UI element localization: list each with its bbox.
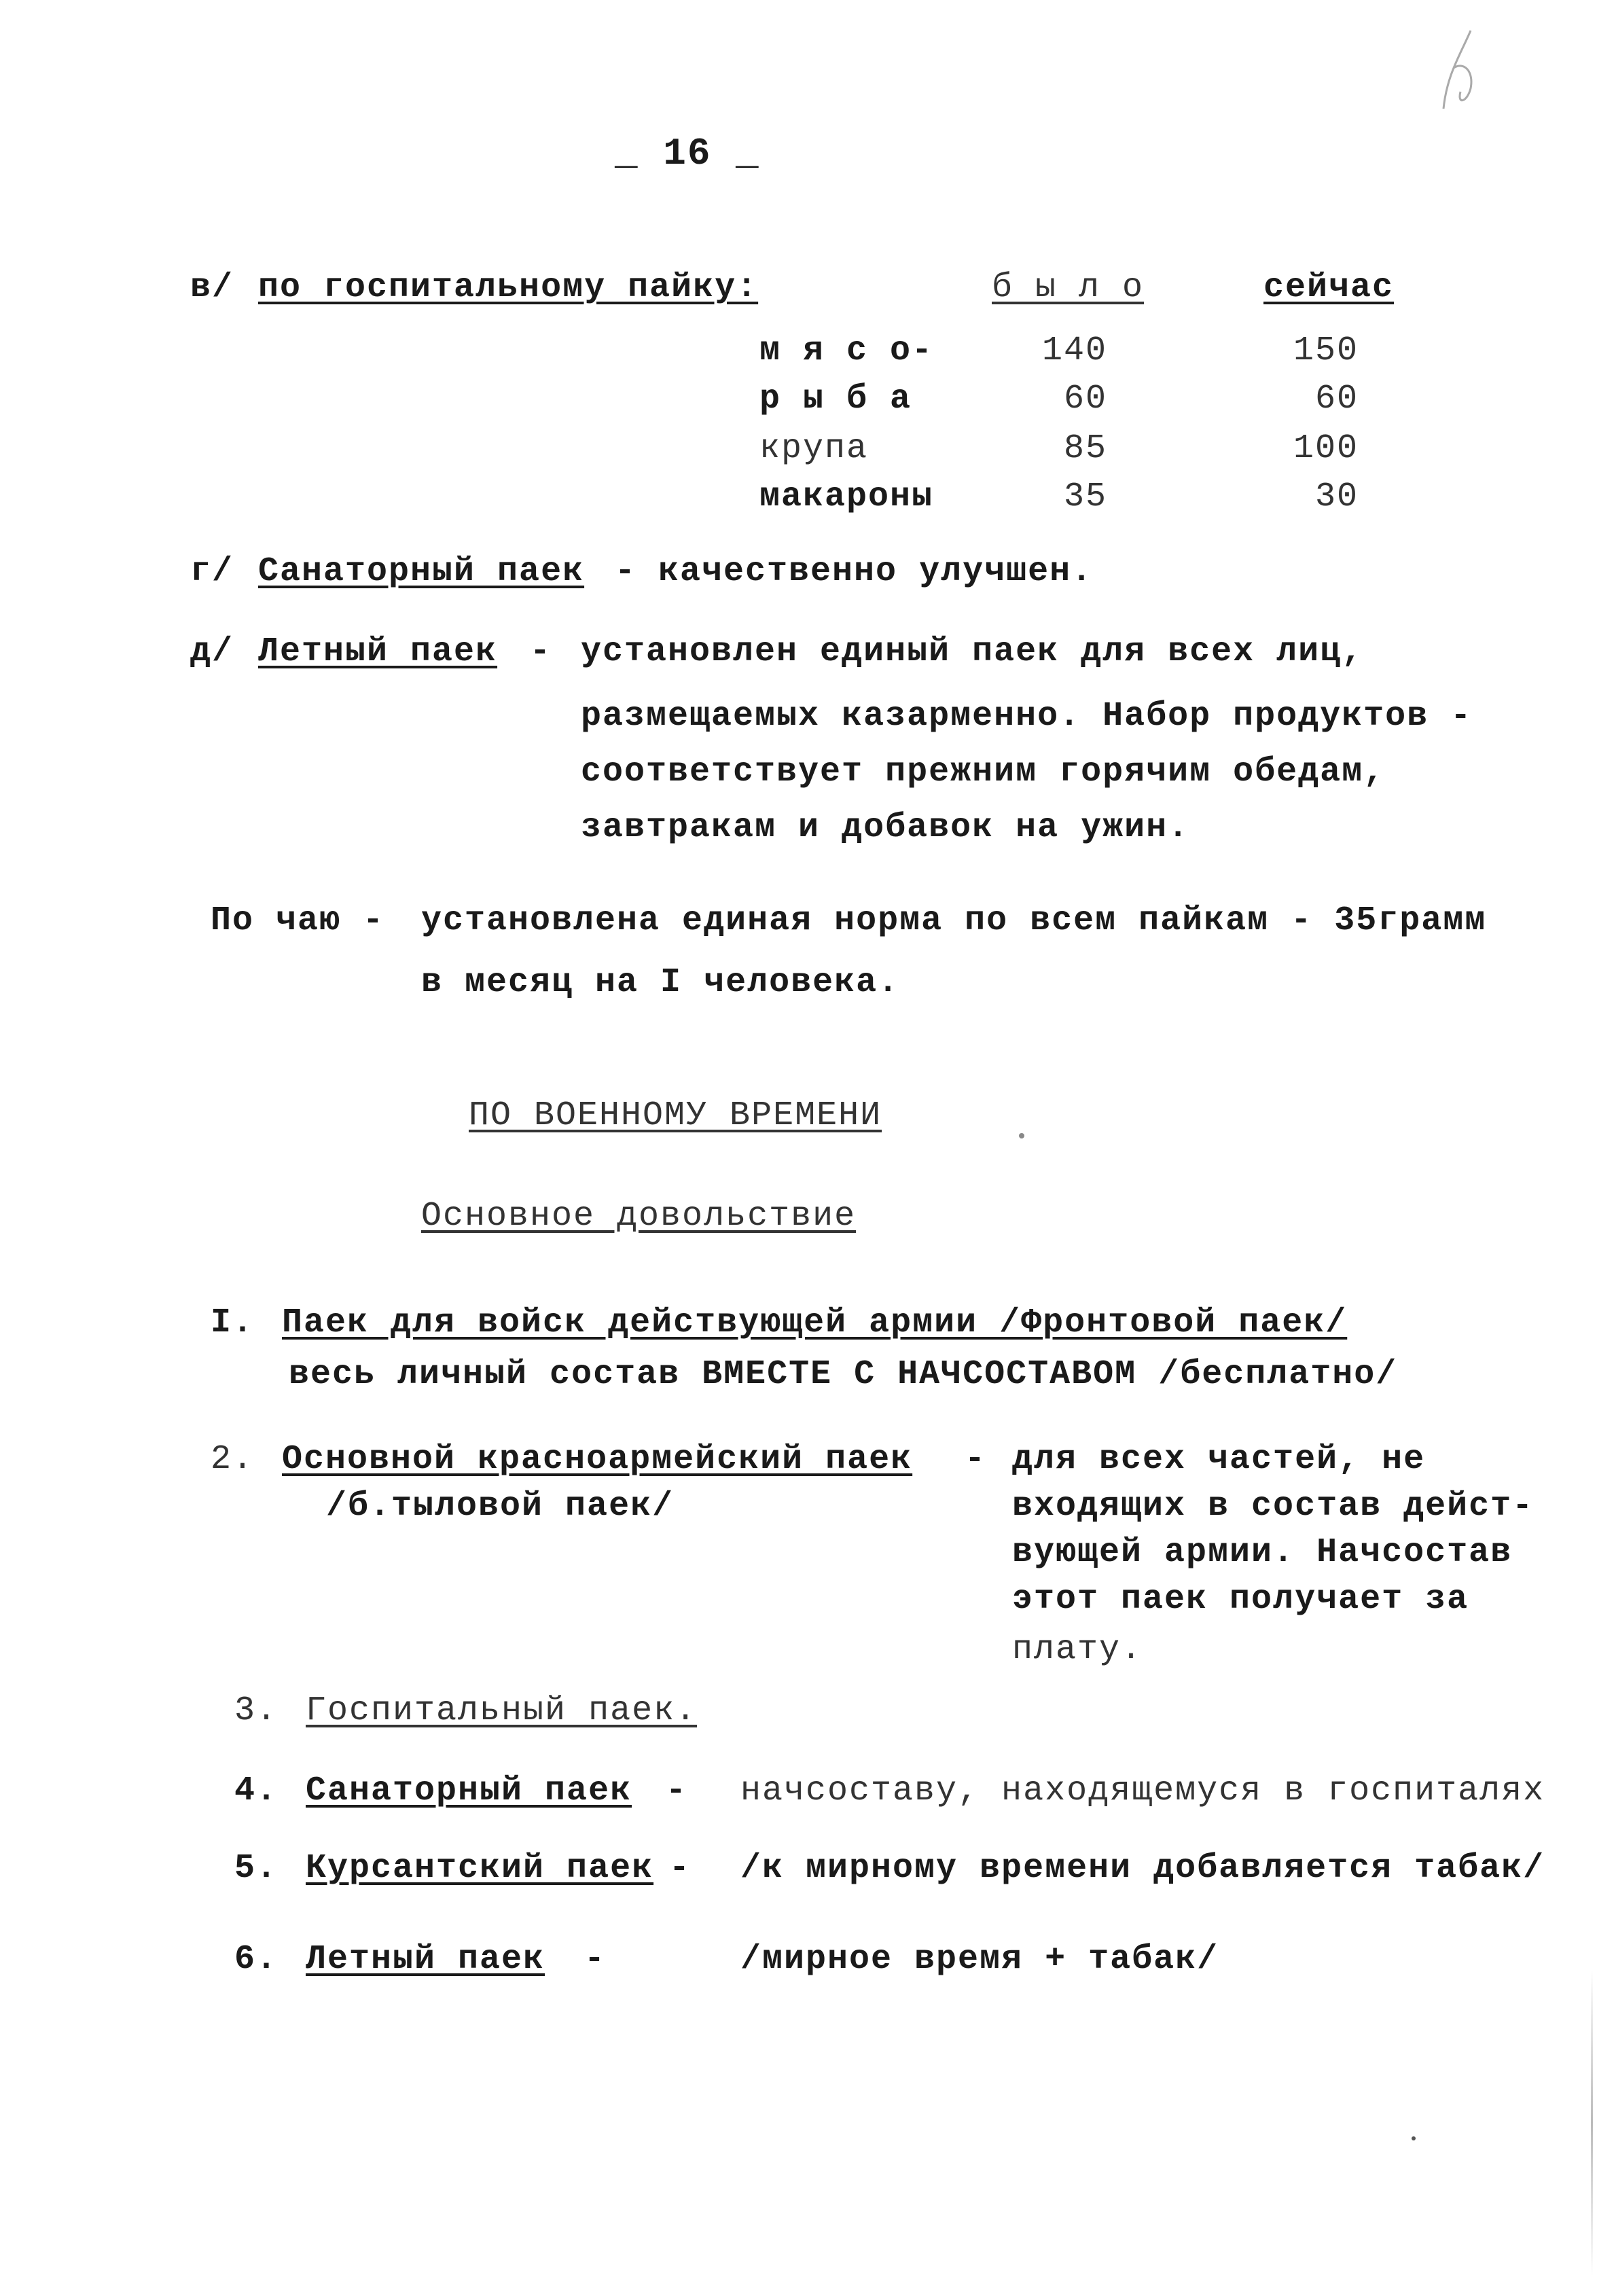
item-desc: /к мирному времени добавляется табак/: [740, 1849, 1545, 1888]
section-label-d: д/: [190, 632, 234, 671]
item-desc: весь личный состав ВМЕСТЕ С НАЧСОСТАВОМ /бесплатно/: [289, 1355, 1398, 1394]
tea-label: По чаю -: [211, 901, 385, 940]
item-title: Курсантский паек: [306, 1849, 654, 1888]
item-desc: /мирное время + табак/: [740, 1940, 1219, 1979]
was-cell: 35: [1063, 478, 1107, 516]
hospital-ration-title: по госпитальному пайку:: [258, 268, 759, 307]
item-dash: -: [669, 1849, 692, 1888]
handwritten-mark: [1433, 27, 1488, 122]
page-number: _ 16 _: [615, 132, 760, 175]
scan-edge: [1591, 1970, 1593, 2276]
tea-line-1: установлена единая норма по всем пайкам - 35грамм: [421, 901, 1487, 940]
item-cell: макароны: [759, 478, 934, 516]
item-number: I.: [211, 1304, 255, 1342]
item-dash: -: [965, 1440, 987, 1479]
item-desc: начсоставу, находящемуся в госпиталях: [740, 1772, 1545, 1810]
wartime-heading: ПО ВОЕННОМУ ВРЕМЕНИ: [469, 1096, 882, 1135]
summer-line: соответствует прежним горячим обедам,: [581, 753, 1386, 791]
section-label-v: в/: [190, 268, 234, 307]
sanatorium-text: - качественно улучшен.: [615, 552, 1094, 591]
item-title: Госпитальный паек.: [306, 1691, 698, 1730]
was-cell: 60: [1063, 380, 1107, 418]
sanatorium-title: Санаторный паек: [258, 552, 585, 591]
item-title: Летный паек: [306, 1940, 545, 1979]
wartime-subheading: Основное довольствие: [421, 1197, 857, 1236]
item-title: Паек для войск действующей армии /Фронтовой паек/: [282, 1304, 1348, 1342]
now-cell: 30: [1314, 478, 1359, 516]
column-header-now: сейчас: [1263, 268, 1395, 307]
tea-line-2: в месяц на I человека.: [421, 963, 900, 1002]
summer-line: размещаемых казарменно. Набор продуктов -: [581, 697, 1473, 736]
column-header-was: б ы л о: [992, 268, 1145, 307]
now-cell: 100: [1293, 429, 1359, 468]
now-cell: 150: [1293, 331, 1359, 370]
item-number: 5.: [234, 1849, 279, 1888]
item-desc-line: этот паек получает за: [1012, 1580, 1469, 1619]
item-desc-line: входящих в состав дейст-: [1012, 1487, 1535, 1526]
item-cell: м я с о-: [759, 331, 934, 370]
now-cell: 60: [1314, 380, 1359, 418]
item-dash: -: [584, 1940, 607, 1979]
item-cell: р ы б а: [759, 380, 912, 418]
item-number: 3.: [234, 1691, 279, 1730]
item-title: Санаторный паек: [306, 1772, 632, 1810]
item-title: Основной красноармейский паек: [282, 1440, 913, 1479]
item-number: 6.: [234, 1940, 279, 1979]
item-subtitle: /б.тыловой паек/: [326, 1487, 675, 1526]
item-number: 2.: [211, 1440, 255, 1479]
item-dash: -: [666, 1772, 688, 1810]
was-cell: 85: [1063, 429, 1107, 468]
summer-line: завтракам и добавок на ужин.: [581, 808, 1190, 847]
item-desc-line: для всех частей, не: [1012, 1440, 1426, 1479]
scan-speck: [1019, 1133, 1024, 1138]
item-number: 4.: [234, 1772, 279, 1810]
summer-line: установлен единый паек для всех лиц,: [581, 632, 1364, 671]
was-cell: 140: [1041, 331, 1107, 370]
summer-dash: -: [530, 632, 552, 671]
scan-speck: [1412, 2136, 1416, 2140]
section-label-g: г/: [190, 552, 234, 591]
item-desc-line: вующей армии. Начсостав: [1012, 1533, 1513, 1572]
summer-title: Летный паек: [258, 632, 498, 671]
item-cell: крупа: [759, 429, 869, 468]
item-desc-line: плату.: [1012, 1630, 1143, 1669]
